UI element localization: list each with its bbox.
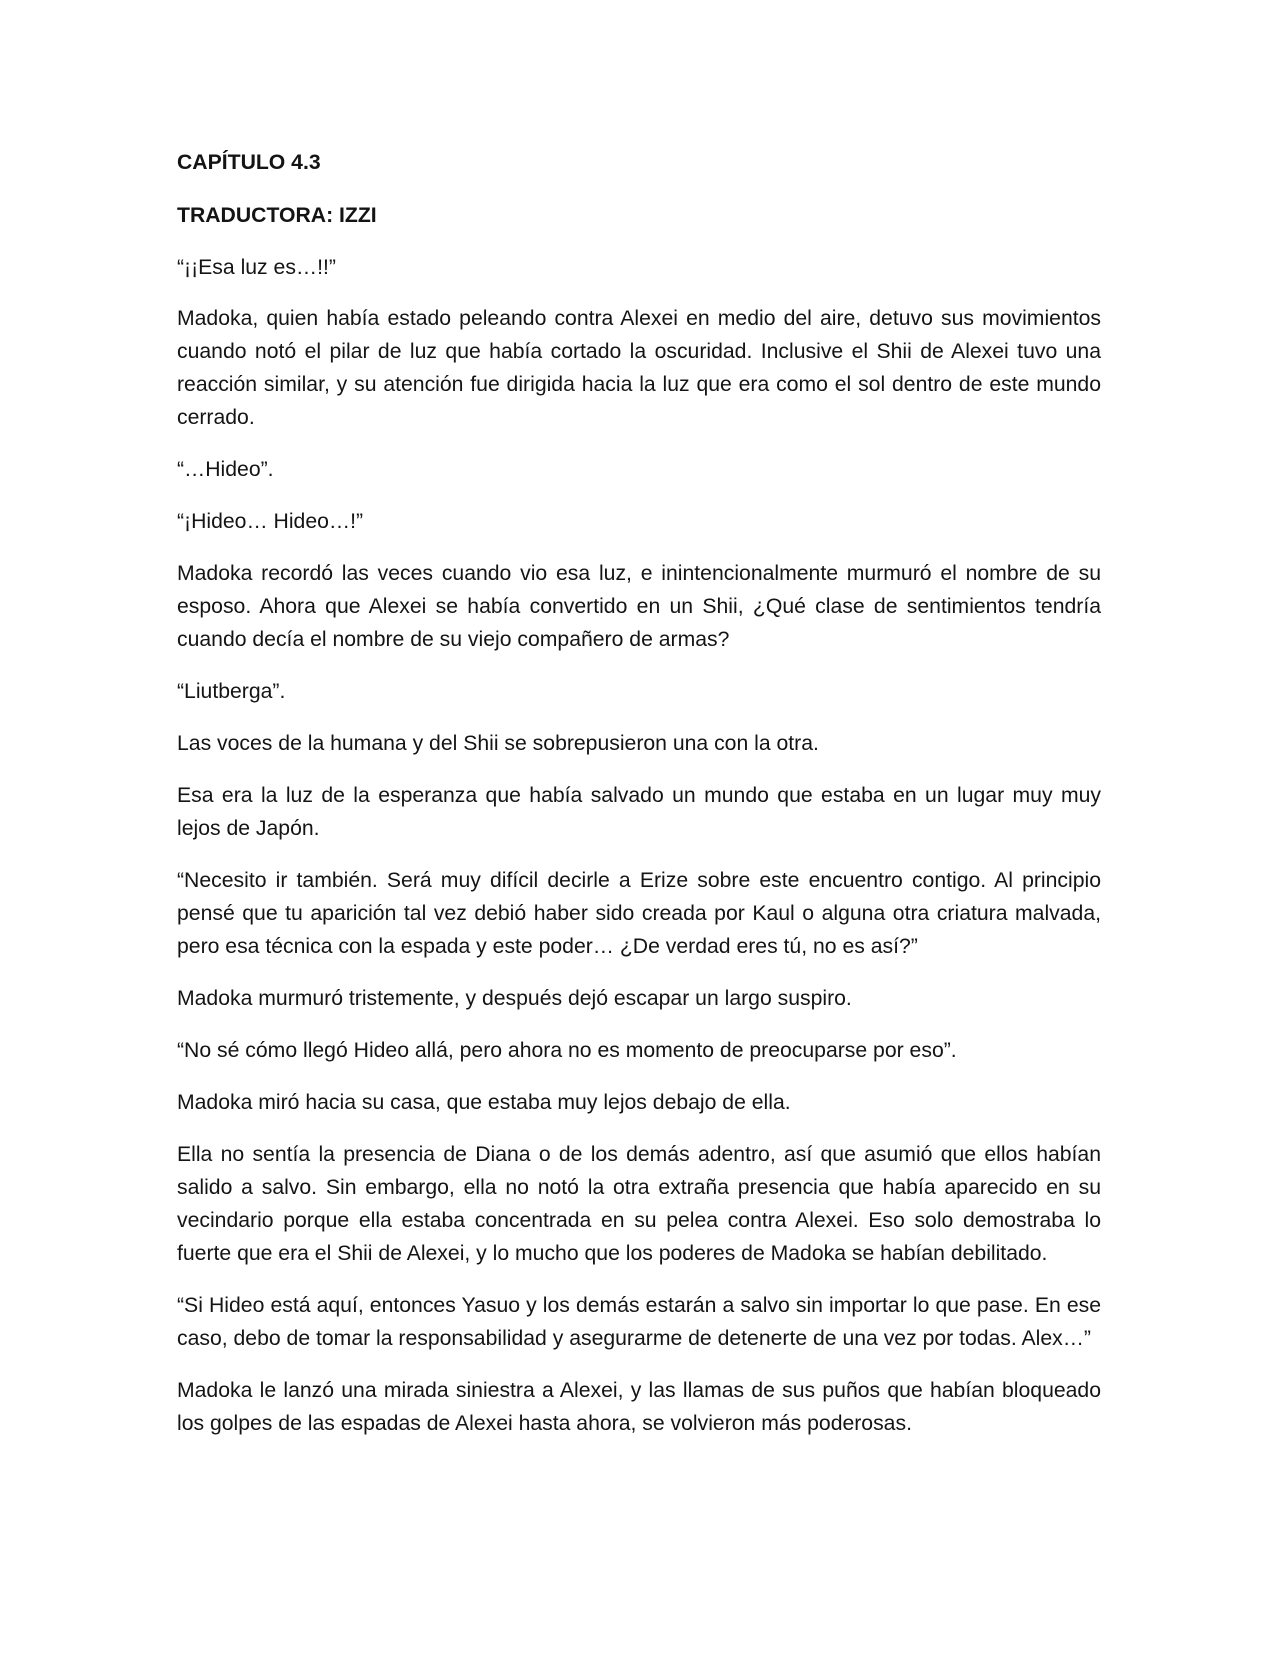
paragraph-3: “…Hideo”. — [177, 458, 274, 481]
paragraph-14: “Si Hideo está aquí, entonces Yasuo y los demás estarán a salvo sin importar lo que pase. En ese caso, debo de tomar la responsabilidad y asegurarme de detenerte de una vez por todas. Alex…” — [177, 1294, 1101, 1350]
paragraph-6: “Liutberga”. — [177, 680, 286, 703]
paragraph-15: Madoka le lanzó una mirada siniestra a Alexei, y las llamas de sus puños que habían bloqueado los golpes de las espadas de Alexei hasta ahora, se volvieron más poderosas. — [177, 1379, 1101, 1435]
paragraph-9: “Necesito ir también. Será muy difícil decirle a Erize sobre este encuentro contigo. Al principio pensé que tu aparición tal vez debió haber sido creada por Kaul o alguna otra criatura malvada, pero esa técnica con la espada y este poder… ¿De verdad eres tú, no es así?” — [177, 869, 1101, 958]
paragraph-5: Madoka recordó las veces cuando vio esa luz, e inintencionalmente murmuró el nombre de su esposo. Ahora que Alexei se había convertido en un Shii, ¿Qué clase de sentimientos tendría cuando decía el nombre de su viejo compañero de armas? — [177, 562, 1101, 651]
paragraph-7: Las voces de la humana y del Shii se sobrepusieron una con la otra. — [177, 732, 819, 755]
document-page — [177, 146, 1101, 1459]
paragraph-10: Madoka murmuró tristemente, y después dejó escapar un largo suspiro. — [177, 987, 852, 1010]
paragraph-8: Esa era la luz de la esperanza que había salvado un mundo que estaba en un lugar muy muy lejos de Japón. — [177, 784, 1101, 840]
paragraph-1: “¡¡Esa luz es…!!” — [177, 256, 336, 279]
translator-credit: TRADUCTORA: IZZI — [177, 204, 377, 227]
paragraph-2: Madoka, quien había estado peleando contra Alexei en medio del aire, detuvo sus movimientos cuando notó el pilar de luz que había cortado la oscuridad. Inclusive el Shii de Alexei tuvo una reacción similar, y su atención fue dirigida hacia la luz que era como el sol dentro de este mundo cerrado. — [177, 307, 1101, 429]
chapter-title: CAPÍTULO 4.3 — [177, 151, 321, 174]
paragraph-13: Ella no sentía la presencia de Diana o de los demás adentro, así que asumió que ellos habían salido a salvo. Sin embargo, ella no notó la otra extraña presencia que había aparecido en su vecindario porque ella estaba concentrada en su pelea contra Alexei. Eso solo demostraba lo fuerte que era el Shii de Alexei, y lo mucho que los poderes de Madoka se habían debilitado. — [177, 1143, 1101, 1265]
paragraph-12: Madoka miró hacia su casa, que estaba muy lejos debajo de ella. — [177, 1091, 791, 1114]
paragraph-4: “¡Hideo… Hideo…!” — [177, 510, 364, 533]
paragraph-11: “No sé cómo llegó Hideo allá, pero ahora no es momento de preocuparse por eso”. — [177, 1039, 957, 1062]
